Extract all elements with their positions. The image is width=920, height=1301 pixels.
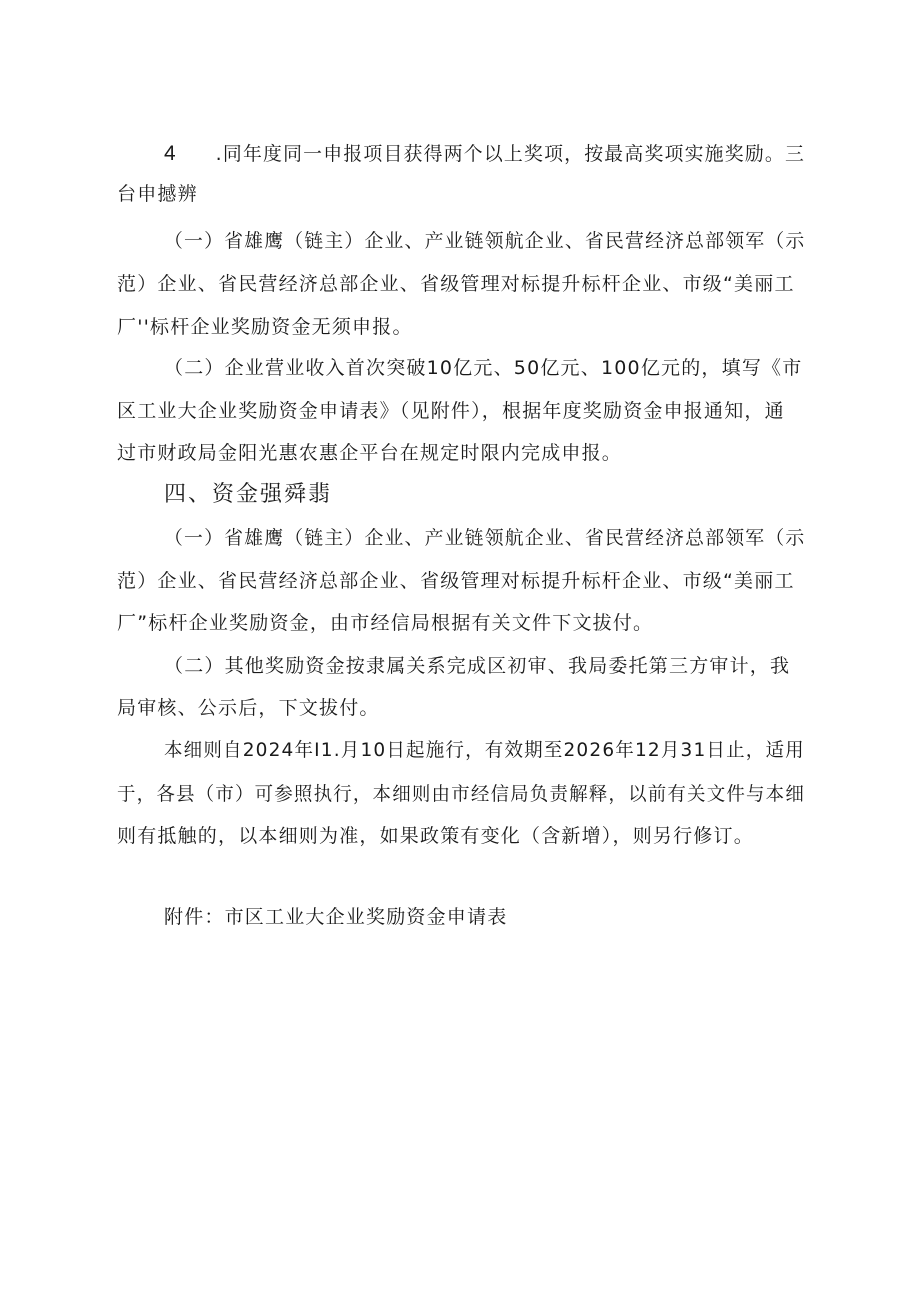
item4-line2: 台申撼辨 (117, 183, 198, 205)
closing-line2: 于，各县（市）可参照执行，本细则由市经信局负责解释，以前有关文件与本细 (117, 783, 805, 805)
p3-1-line2: 范）企业、省民营经济总部企业、省级管理对标提升标杆企业、市级“美丽工 (117, 273, 795, 295)
p3-2-line3: 过市财政局金阳光惠农惠企平台在规定时限内完成申报。 (117, 442, 623, 464)
p4-2-line1: （二）其他奖励资金按隶属关系完成区初审、我局委托第三方审计，我 (164, 655, 791, 677)
p3-2-line2: 区工业大企业奖励资金申请表》（见附件），根据年度奖励资金申报通知，通 (117, 400, 785, 422)
p3-1-line3: 厂''标杆企业奖励资金无须申报。 (117, 316, 413, 338)
p4-2-line2: 局审核、公示后，下文拔付。 (117, 697, 380, 719)
section-4-heading: 四、资金强舜翡 (164, 482, 333, 507)
p3-1-line1: （一）省雄鹰（链主）企业、产业链领航企业、省民营经济总部领军（示 (164, 230, 806, 252)
item4-number: 4 (164, 142, 177, 165)
p3-2-line1: （二）企业营业收入首次突破10亿元、50亿元、100亿元的，填写《市 (164, 357, 803, 379)
p4-1-line1: （一）省雄鹰（链主）企业、产业链领航企业、省民营经济总部领军（示 (164, 527, 806, 549)
item4-line1 (164, 142, 806, 166)
p4-1-line2: 范）企业、省民营经济总部企业、省级管理对标提升标杆企业、市级“美丽工 (117, 570, 795, 592)
attachment-label: 附件：市区工业大企业奖励资金申请表 (164, 906, 508, 928)
p4-1-line3: 厂”标杆企业奖励资金，由市经信局根据有关文件下文拔付。 (117, 612, 654, 634)
closing-line1: 本细则自2024年I1.月10日起施行，有效期至2026年12月31日止，适用 (164, 739, 805, 761)
closing-line3: 则有抵触的，以本细则为准，如果政策有变化（含新增），则另行修订。 (117, 825, 754, 847)
item4-text: .同年度同一申报项目获得两个以上奖项，按最高奖项实施奖励。三 (215, 143, 806, 165)
